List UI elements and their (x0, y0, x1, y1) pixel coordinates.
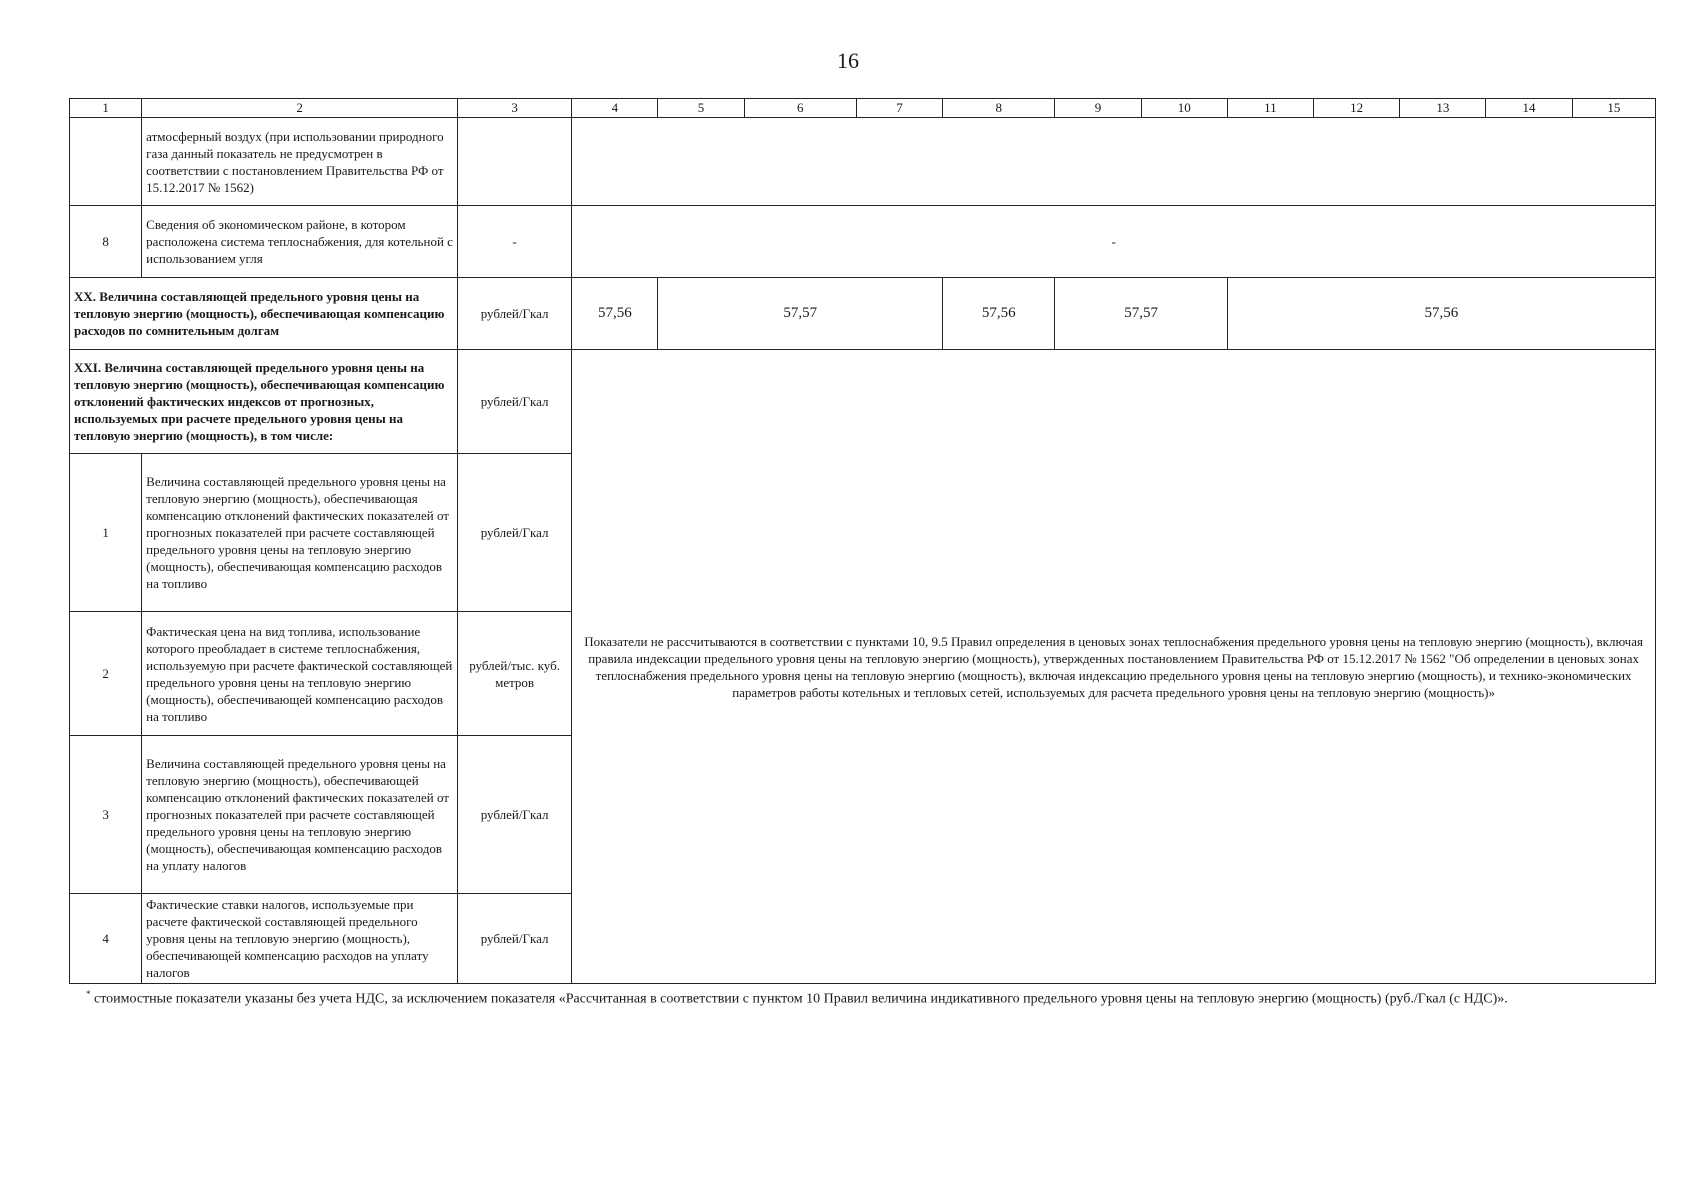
column-number-row (70, 99, 1656, 118)
unit-cell: - (457, 206, 571, 278)
unit-cell: рублей/Гкал (457, 454, 571, 612)
unit-cell: рублей/Гкал (457, 736, 571, 894)
vat-footnote (86, 984, 1656, 1010)
header-cell: 4 (572, 99, 658, 118)
header-cell: 7 (856, 99, 942, 118)
value-cell: 57,56 (572, 278, 658, 350)
header-cell: 11 (1227, 99, 1313, 118)
section-xx-title: XX. Величина составляющей предельного уровня цены на тепловую энергию (мощность), обеспечивающая компенсацию расходов по сомнительным долгам (70, 278, 458, 350)
row-number-cell: 2 (70, 612, 142, 736)
row-number-cell: 3 (70, 736, 142, 894)
header-cell: 12 (1314, 99, 1400, 118)
header-cell: 3 (457, 99, 571, 118)
tariff-table (69, 98, 1656, 984)
unit-cell (457, 118, 571, 206)
row-number-cell: 4 (70, 894, 142, 984)
table-row-continuation (70, 118, 1656, 206)
unit-cell: рублей/Гкал (457, 894, 571, 984)
table-row-xxi (70, 350, 1656, 454)
unit-cell: рублей/тыс. куб. метров (457, 612, 571, 736)
indicator-name-cell: Величина составляющей предельного уровня цены на тепловую энергию (мощность), обеспечивающей компенсацию отклонений фактических показателей от прогнозных показателей при расчете составляющей предельного уровня цены на тепловую энергию (мощность), обеспечивающая компенсацию расходов на уплату налогов (142, 736, 458, 894)
header-cell: 6 (744, 99, 856, 118)
unit-cell: рублей/Гкал (457, 350, 571, 454)
row-number-cell: 1 (70, 454, 142, 612)
footnote-mark: * (86, 989, 91, 999)
header-cell: 13 (1400, 99, 1486, 118)
value-cell: 57,57 (658, 278, 943, 350)
values-cell (572, 118, 1656, 206)
value-cell: 57,56 (1227, 278, 1655, 350)
section-xxi-title: XXI. Величина составляющей предельного уровня цены на тепловую энергию (мощность), обеспечивающая компенсацию отклонений фактических индексов от прогнозных, используемых при расчете предельного уровня цены на тепловую энергию (мощность), в том числе: (70, 350, 458, 454)
indicator-name-cell: Фактическая цена на вид топлива, использование которого преобладает в системе теплоснабжения, используемую при расчете фактической составляющей предельного уровня цены на тепловую энергию (мощность), обеспечивающей компенсацию расходов на топливо (142, 612, 458, 736)
indicator-name-cell: атмосферный воздух (при использовании природного газа данный показатель не предусмотрен в соответствии с постановлением Правительства РФ от 15.12.2017 № 1562) (142, 118, 458, 206)
header-cell: 15 (1572, 99, 1655, 118)
value-cell: 57,56 (943, 278, 1055, 350)
table-row-xx (70, 278, 1656, 350)
header-cell: 10 (1141, 99, 1227, 118)
page-number: 16 (837, 48, 859, 73)
footnote-text: стоимостные показатели указаны без учета НДС, за исключением показателя «Рассчитанная в соответствии с пунктом 10 Правил величина индикативного предельного уровня цены на тепловую энергию (мощность) (руб./Гкал (с НДС)». (94, 991, 1508, 1007)
row-number-cell: 8 (70, 206, 142, 278)
indicator-name-cell: Фактические ставки налогов, используемые при расчете фактической составляющей предельного уровня цены на тепловую энергию (мощность), обеспечивающей компенсацию расходов на уплату налогов (142, 894, 458, 984)
header-cell: 14 (1486, 99, 1572, 118)
header-cell: 1 (70, 99, 142, 118)
table-row-8 (70, 206, 1656, 278)
indicator-name-cell: Величина составляющей предельного уровня цены на тепловую энергию (мощность), обеспечивающая компенсацию отклонений фактических показателей от прогнозных показателей при расчете составляющей предельного уровня цены на тепловую энергию (мощность), обеспечивающая компенсацию расходов на топливо (142, 454, 458, 612)
header-cell: 2 (142, 99, 458, 118)
header-cell: 5 (658, 99, 744, 118)
row-number-cell (70, 118, 142, 206)
header-cell: 9 (1055, 99, 1141, 118)
value-cell: 57,57 (1055, 278, 1227, 350)
indicator-name-cell: Сведения об экономическом районе, в котором расположена система теплоснабжения, для котельной с использованием угля (142, 206, 458, 278)
unit-cell: рублей/Гкал (457, 278, 571, 350)
header-cell: 8 (943, 99, 1055, 118)
not-calculated-note: Показатели не рассчитываются в соответствии с пунктами 10, 9.5 Правил определения в ценовых зонах теплоснабжения предельного уровня цены на тепловую энергию (мощность), включая правила индексации предельного уровня цены на тепловую энергию (мощность), утвержденных постановлением Правительства РФ от 15.12.2017 № 1562 "Об определении в ценовых зонах теплоснабжения предельного уровня цены на тепловую энергию (мощность), включая индексацию предельного уровня цены на тепловую энергию (мощность), и технико-экономических параметров работы котельных и тепловых сетей, используемых для расчета предельного уровня цены на тепловую энергию (мощность)» (572, 350, 1656, 984)
values-cell: - (572, 206, 1656, 278)
